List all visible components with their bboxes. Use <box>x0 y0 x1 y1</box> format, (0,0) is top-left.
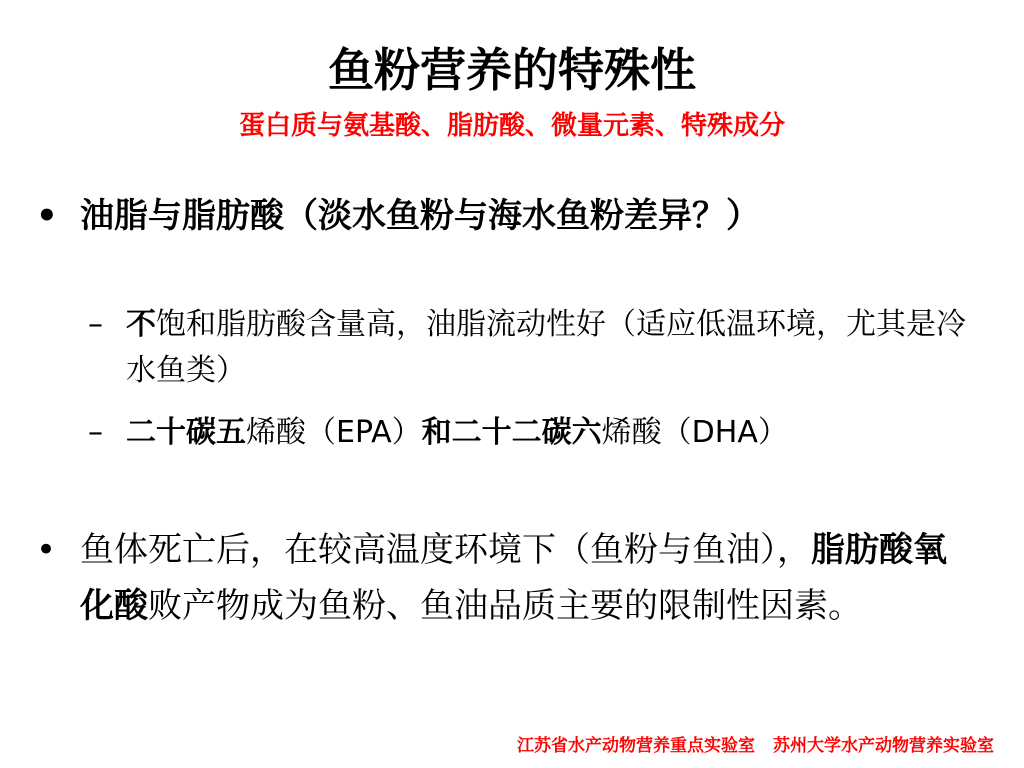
dha-label: 烯酸（DHA） <box>601 415 788 450</box>
dash-icon: – <box>88 415 103 450</box>
slide-subtitle: 蛋白质与氨基酸、脂肪酸、微量元素、特殊成分 <box>238 111 785 141</box>
slide-title: 鱼粉营养的特殊性 <box>328 43 696 97</box>
sub-bullet-text: 饱和脂肪酸含量高，油脂流动性好（适应低温环境，尤其是冷水鱼类） <box>126 307 966 388</box>
sub-bullet-lead: 不 <box>126 307 156 342</box>
sub-bullet-epa-dha <box>88 410 826 456</box>
epa-carbon-label: 二十碳五 <box>126 415 246 450</box>
bullet-icon: • <box>36 530 57 570</box>
footer-lab-suzhou: 苏州大学水产动物营养实验室 <box>773 736 994 756</box>
bullet-text-highlight: 脂肪酸氧化酸 <box>80 530 947 626</box>
bullet-item-oxidation <box>36 522 950 634</box>
dha-carbon-label: 和二十二碳六 <box>421 415 602 450</box>
footer <box>517 734 994 758</box>
dash-icon: – <box>88 307 103 342</box>
bullet-icon: • <box>36 196 58 236</box>
bullet-text: 油脂与脂肪酸（淡水鱼粉与海水鱼粉差异？） <box>80 196 760 236</box>
bullet-text-part1: 鱼体死亡后，在较高温度环境下（鱼粉与鱼油）， <box>80 530 811 570</box>
bullet-text-part3: 败产物成为鱼粉、鱼油品质主要的限制性因素。 <box>148 586 862 626</box>
footer-lab-jiangsu: 江苏省水产动物营养重点实验室 <box>517 736 755 756</box>
epa-label: 烯酸（EPA） <box>246 415 422 450</box>
bullet-item-fatty-acids <box>36 190 880 242</box>
sub-bullet-unsaturated <box>88 302 966 394</box>
